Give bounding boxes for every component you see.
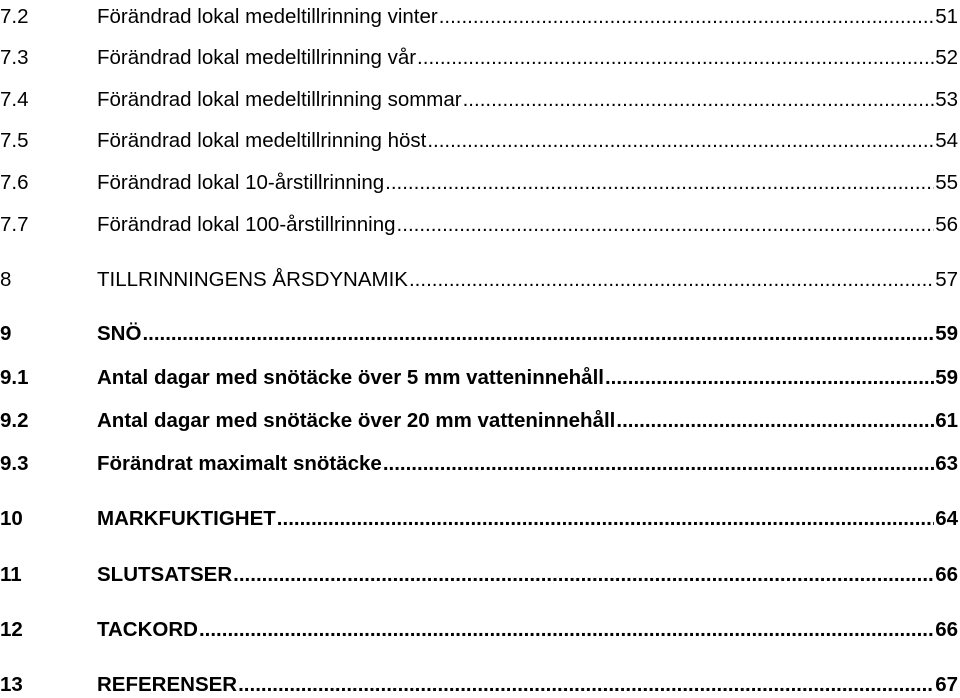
toc-entry-title: Förändrad lokal medeltillrinning sommar xyxy=(97,88,462,111)
dot-leader xyxy=(233,562,934,588)
dot-leader xyxy=(397,212,935,238)
toc-entry-number: 7.2 xyxy=(0,5,29,28)
dot-leader xyxy=(277,506,934,532)
toc-entry-number: 11 xyxy=(0,563,22,586)
toc-entry-page: 66 xyxy=(935,618,958,641)
toc-entry-number: 7.7 xyxy=(0,213,29,236)
toc-entry[interactable] xyxy=(0,613,958,643)
toc-entry-page: 54 xyxy=(935,129,958,152)
toc-entry[interactable] xyxy=(0,263,958,293)
dot-leader xyxy=(439,4,934,30)
toc-entry-title: Förändrad lokal medeltillrinning vinter xyxy=(97,5,438,28)
toc-entry-number: 12 xyxy=(0,618,23,641)
dot-leader xyxy=(385,170,934,196)
toc-entry-page: 53 xyxy=(935,88,958,111)
dot-leader xyxy=(417,45,934,71)
dot-leader xyxy=(383,451,934,477)
toc-entry-title: Förändrad lokal 10-årstillrinning xyxy=(97,171,385,194)
dot-leader xyxy=(142,321,934,347)
toc-entry-page: 63 xyxy=(935,452,958,475)
toc-entry-title: Antal dagar med snötäcke över 20 mm vatteninnehåll xyxy=(97,409,616,432)
toc-entry-page: 59 xyxy=(935,366,958,389)
toc-entry-title: TILLRINNINGENS ÅRSDYNAMIK xyxy=(97,268,408,291)
toc-entry-title: REFERENSER xyxy=(97,673,238,696)
toc-entry[interactable] xyxy=(0,447,958,477)
toc-entry-page: 56 xyxy=(935,213,958,236)
toc-entry-page: 59 xyxy=(935,322,958,345)
toc-entry-title: SLUTSATSER xyxy=(97,563,233,586)
toc-entry-title: Antal dagar med snötäcke över 5 mm vatteninnehåll xyxy=(97,366,604,389)
dot-leader xyxy=(238,672,934,698)
toc-entry-number: 7.5 xyxy=(0,129,29,152)
toc-entry-number: 8 xyxy=(0,268,12,291)
toc-entry-title: Förändrad lokal 100-årstillrinning xyxy=(97,213,396,236)
toc-entry[interactable] xyxy=(0,83,958,113)
dot-leader xyxy=(616,408,934,434)
toc-entry[interactable] xyxy=(0,404,958,434)
dot-leader xyxy=(427,128,934,154)
toc-entry-number: 9.3 xyxy=(0,452,29,475)
toc-entry-page: 64 xyxy=(935,507,958,530)
toc-entry-title: MARKFUKTIGHET xyxy=(97,507,276,530)
toc-entry-page: 57 xyxy=(935,268,958,291)
dot-leader xyxy=(409,267,934,293)
toc-entry-title: Förändrad lokal medeltillrinning vår xyxy=(97,46,417,69)
toc-entry-number: 10 xyxy=(0,507,23,530)
toc-entry-title: Förändrad lokal medeltillrinning höst xyxy=(97,129,427,152)
toc-entry[interactable] xyxy=(0,124,958,154)
toc-entry[interactable] xyxy=(0,0,958,30)
toc-entry[interactable] xyxy=(0,668,958,698)
toc-entry-number: 13 xyxy=(0,673,23,696)
toc-entry[interactable] xyxy=(0,41,958,71)
toc-entry[interactable] xyxy=(0,208,958,238)
toc-entry-page: 61 xyxy=(935,409,958,432)
toc-entry-number: 9.2 xyxy=(0,409,29,432)
toc-entry-title: TACKORD xyxy=(97,618,198,641)
toc-entry[interactable] xyxy=(0,317,958,347)
toc-entry[interactable] xyxy=(0,558,958,588)
toc-entry-page: 55 xyxy=(935,171,958,194)
toc-entry-page: 67 xyxy=(935,673,958,696)
toc-entry[interactable] xyxy=(0,361,958,391)
toc-entry-page: 52 xyxy=(935,46,958,69)
toc-entry-title: SNÖ xyxy=(97,322,142,345)
toc-entry[interactable] xyxy=(0,166,958,196)
toc-entry-number: 9 xyxy=(0,322,12,345)
dot-leader xyxy=(605,365,934,391)
toc-entry-number: 9.1 xyxy=(0,366,29,389)
toc-entry-title: Förändrat maximalt snötäcke xyxy=(97,452,382,475)
toc-entry-page: 51 xyxy=(935,5,958,28)
dot-leader xyxy=(199,617,934,643)
toc-entry-number: 7.3 xyxy=(0,46,29,69)
toc-entry-number: 7.4 xyxy=(0,88,29,111)
toc-entry-number: 7.6 xyxy=(0,171,29,194)
toc-entry-page: 66 xyxy=(935,563,958,586)
toc-entry[interactable] xyxy=(0,502,958,532)
dot-leader xyxy=(463,87,935,113)
